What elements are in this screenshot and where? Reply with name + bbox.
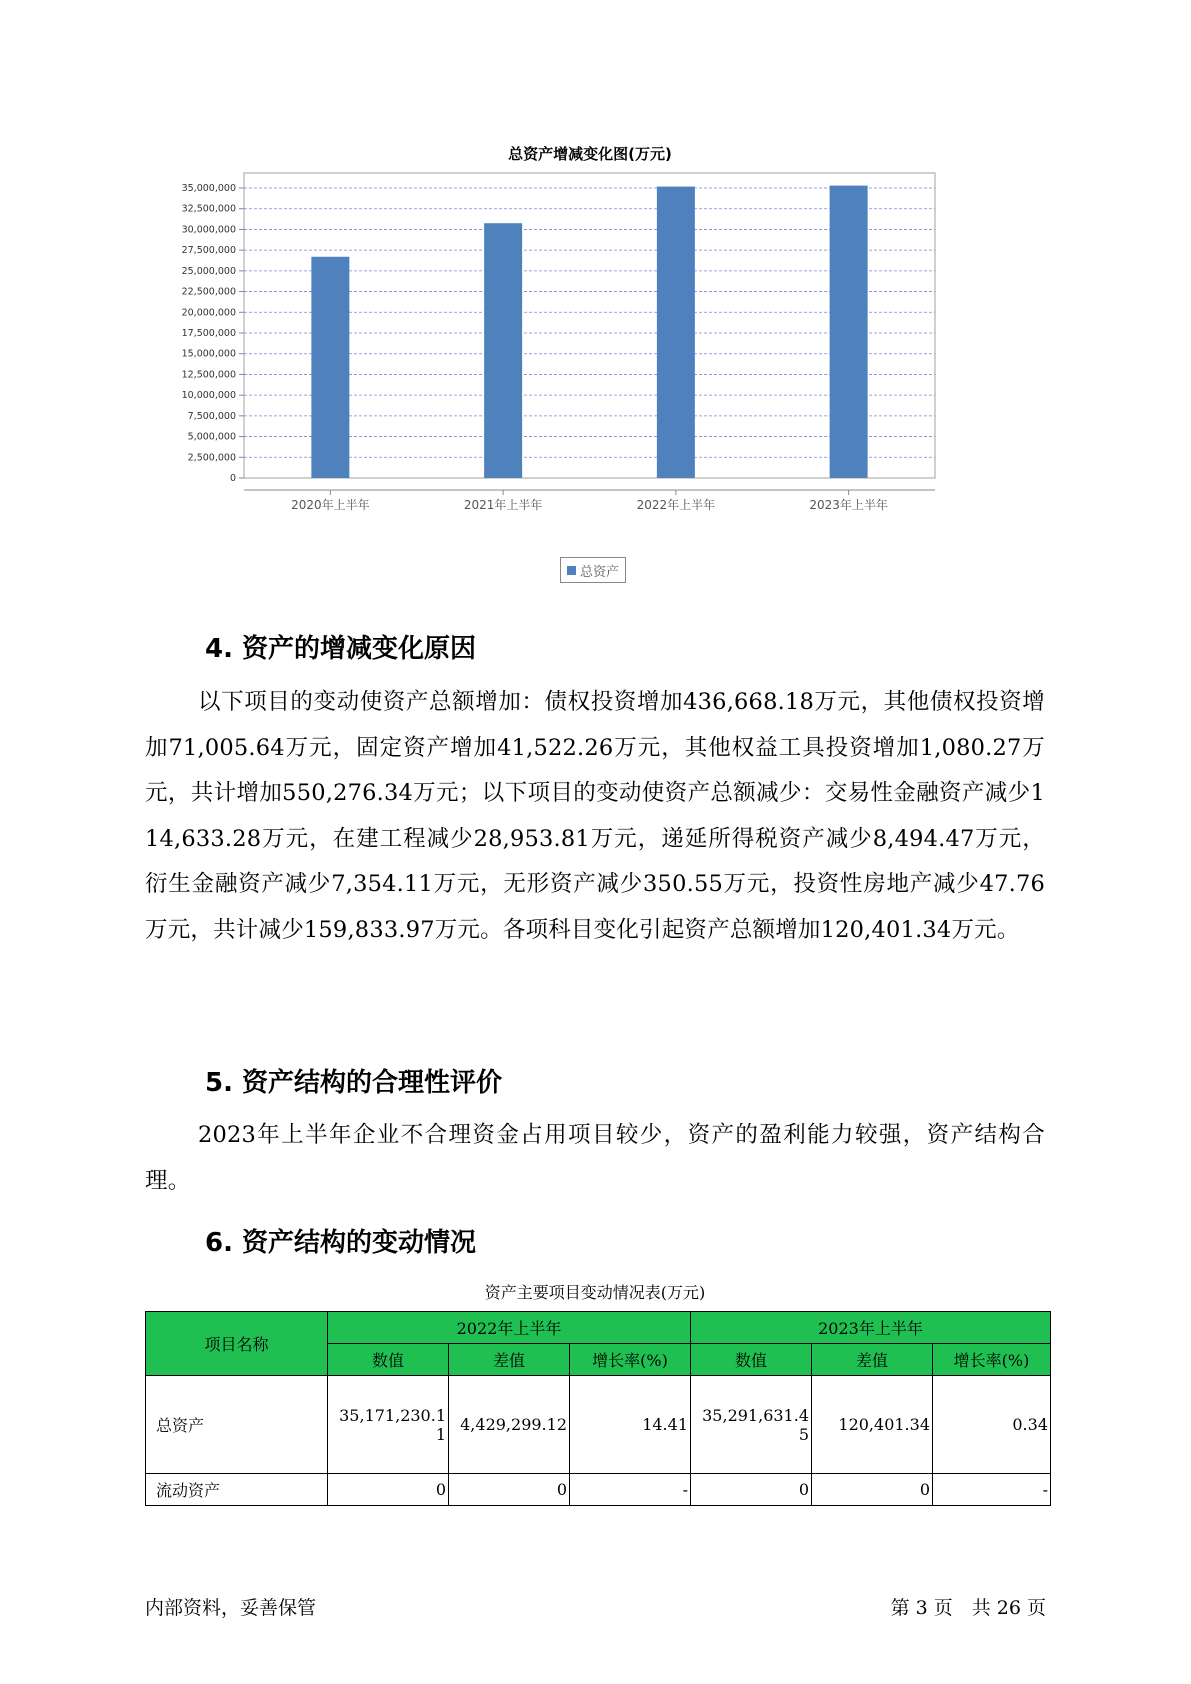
table-caption: 资产主要项目变动情况表(万元)	[484, 1283, 706, 1302]
table-row	[146, 1376, 1051, 1474]
cell-value: 35,291,631.45	[691, 1376, 812, 1474]
legend-swatch	[567, 566, 576, 575]
section-5-heading: 5. 资产结构的合理性评价	[205, 1068, 503, 1098]
cell-rate: -	[570, 1474, 691, 1506]
bar	[830, 186, 868, 478]
cell-rate: 0.34	[933, 1376, 1051, 1474]
x-tick-label: 2020年上半年	[291, 498, 370, 512]
cell-rate: 14.41	[570, 1376, 691, 1474]
section-5-text: 2023年上半年企业不合理资金占用项目较少，资产的盈利能力较强，资产结构合理。	[145, 1122, 1045, 1194]
cell-rate: -	[933, 1474, 1051, 1506]
y-tick-label: 7,500,000	[187, 410, 236, 422]
chart-title: 总资产增减变化图(万元)	[508, 145, 672, 163]
y-tick-label: 20,000,000	[181, 307, 236, 319]
bar	[484, 223, 522, 478]
header-year-2022: 2022年上半年	[328, 1312, 691, 1344]
y-tick-label: 5,000,000	[187, 431, 236, 443]
legend-label: 总资产	[580, 564, 620, 580]
y-tick-label: 15,000,000	[181, 348, 236, 360]
cell-diff: 4,429,299.12	[449, 1376, 570, 1474]
header-rate: 增长率(%)	[570, 1344, 691, 1376]
section-6-heading: 6. 资产结构的变动情况	[205, 1228, 477, 1258]
header-rate: 增长率(%)	[933, 1344, 1051, 1376]
footer-confidential: 内部资料，妥善保管	[145, 1597, 317, 1619]
cell-value: 35,171,230.11	[328, 1376, 449, 1474]
y-tick-label: 32,500,000	[181, 203, 236, 215]
chart-legend	[560, 557, 626, 583]
y-tick-label: 10,000,000	[181, 390, 236, 402]
row-label: 流动资产	[146, 1474, 328, 1506]
y-tick-label: 12,500,000	[181, 369, 236, 381]
cell-diff: 0	[812, 1474, 933, 1506]
y-tick-label: 2,500,000	[187, 452, 236, 464]
header-value: 数值	[691, 1344, 812, 1376]
footer-page-number: 第 3 页 共 26 页	[890, 1597, 1046, 1619]
y-tick-label: 27,500,000	[181, 245, 236, 257]
cell-value: 0	[691, 1474, 812, 1506]
header-diff: 差值	[812, 1344, 933, 1376]
section-4-heading: 4. 资产的增减变化原因	[205, 634, 477, 664]
y-tick-label: 35,000,000	[181, 183, 236, 194]
header-value: 数值	[328, 1344, 449, 1376]
y-tick-label: 0	[229, 473, 236, 484]
y-tick-label: 25,000,000	[181, 265, 236, 277]
header-item-name: 项目名称	[146, 1312, 328, 1376]
table-row	[146, 1474, 1051, 1506]
header-diff: 差值	[449, 1344, 570, 1376]
y-tick-label: 30,000,000	[181, 224, 236, 236]
x-tick-label: 2022年上半年	[636, 498, 716, 512]
asset-change-table	[145, 1311, 1051, 1506]
cell-diff: 0	[449, 1474, 570, 1506]
x-tick-label: 2021年上半年	[463, 498, 543, 512]
bar	[311, 257, 349, 478]
cell-value: 0	[328, 1474, 449, 1506]
chart-canvas	[150, 135, 1030, 555]
section-4-text: 以下项目的变动使资产总额增加：债权投资增加436,668.18万元，其他债权投资增加71,005.64万元，固定资产增加41,522.26万元，其他权益工具投资增加1,080.27万元，共计增加550,276.34万元；以下项目的变动使资产总额减少：交易性金融资产减少114,633.28万元，在建工程减少28,953.81万元，递延所得税资产减少8,494.47万元，衍生金融资产减少7,354.11万元，无形资产减少350.55万元，投资性房地产减少47.76万元，共计减少159,833.97万元。各项科目变化引起资产总额增加120,401.34万元。	[145, 689, 1045, 943]
x-tick-label: 2023年上半年	[809, 498, 888, 512]
bar	[657, 187, 695, 478]
header-year-2023: 2023年上半年	[691, 1312, 1051, 1344]
total-assets-chart	[150, 135, 1030, 595]
cell-diff: 120,401.34	[812, 1376, 933, 1474]
row-label: 总资产	[146, 1376, 328, 1474]
y-tick-label: 22,500,000	[181, 286, 236, 298]
y-tick-label: 17,500,000	[181, 328, 236, 339]
